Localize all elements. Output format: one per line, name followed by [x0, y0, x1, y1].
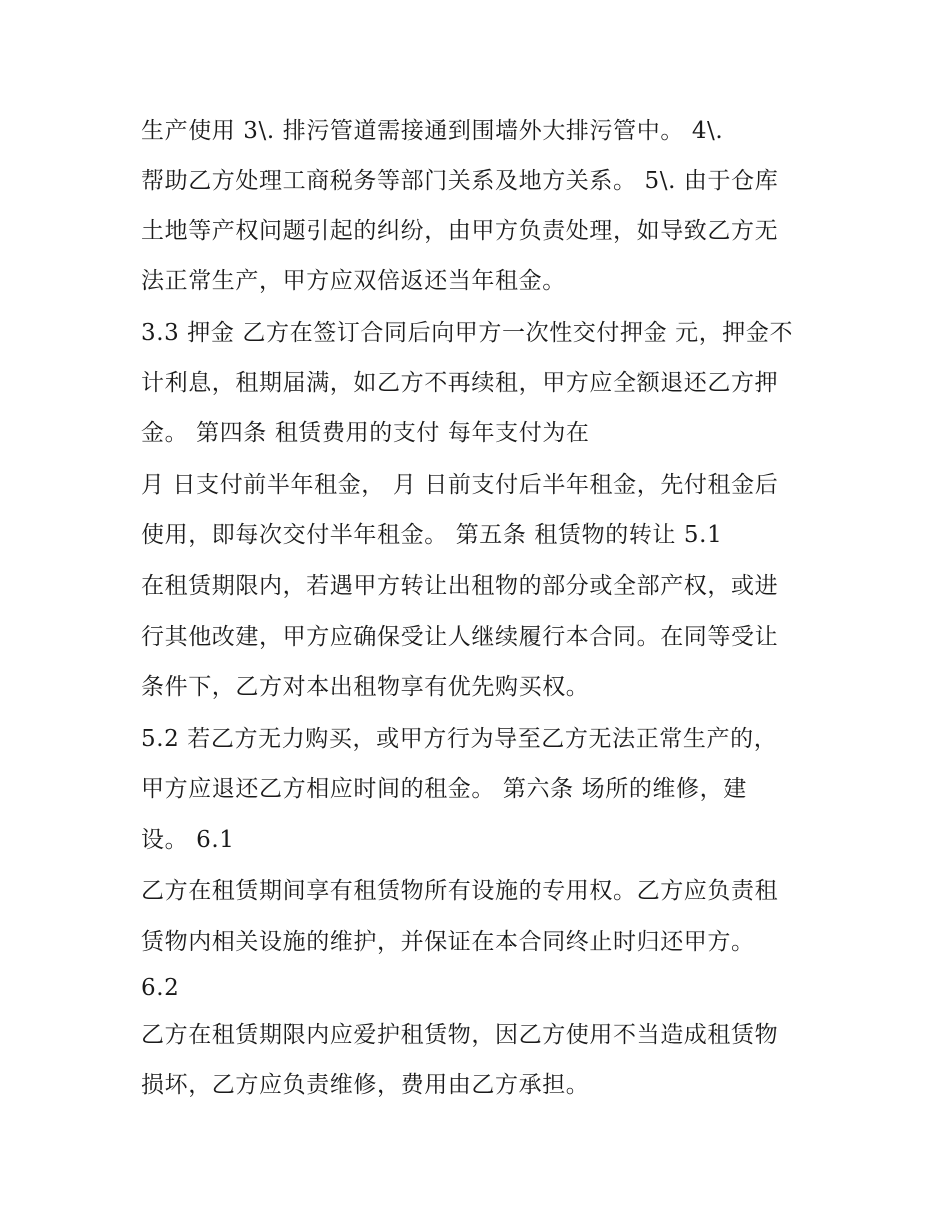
text-line-17: 赁物内相关设施的维护，并保证在本合同终止时归还甲方。 [141, 929, 755, 955]
text-line-20: 损坏，乙方应负责维修，费用由乙方承担。 [141, 1072, 590, 1098]
text-line-16: 乙方在租赁期间享有租赁物所有设施的专用权。乙方应负责租 [141, 878, 779, 904]
text-line-4: 法正常生产，甲方应双倍返还当年租金。 [141, 268, 566, 294]
text-line-6: 计利息，租期届满，如乙方不再续租，甲方应全额退还乙方押 [141, 370, 779, 396]
text-line-3: 土地等产权问题引起的纠纷，由甲方负责处理，如导致乙方无 [141, 218, 779, 244]
text-line-1: 生产使用 3\. 排污管道需接通到围墙外大排污管中。 4\. [141, 118, 724, 144]
text-line-15: 设。 6.1 [141, 827, 235, 853]
text-line-9: 使用，即每次交付半年租金。 第五条 租赁物的转让 5.1 [141, 522, 723, 548]
text-line-10: 在租赁期限内，若遇甲方转让出租物的部分或全部产权，或进 [141, 573, 779, 599]
text-line-11: 行其他改建，甲方应确保受让人继续履行本合同。在同等受让 [141, 624, 779, 650]
text-line-8: 月 日支付前半年租金， 月 日前支付后半年租金，先付租金后 [141, 472, 779, 498]
text-line-19: 乙方在租赁期限内应爱护租赁物，因乙方使用不当造成租赁物 [141, 1022, 779, 1048]
text-line-12: 条件下，乙方对本出租物享有优先购买权。 [141, 674, 590, 700]
text-line-18: 6.2 [141, 975, 180, 1001]
text-line-13: 5.2 若乙方无力购买，或甲方行为导至乙方无法正常生产的， [141, 726, 778, 752]
text-line-5: 3.3 押金 乙方在签订合同后向甲方一次性交付押金 元，押金不 [141, 320, 794, 346]
text-line-2: 帮助乙方处理工商税务等部门关系及地方关系。 5\. 由于仓库 [141, 168, 779, 194]
text-line-14: 甲方应退还乙方相应时间的租金。 第六条 场所的维修，建 [141, 776, 747, 802]
text-line-7: 金。 第四条 租赁费用的支付 每年支付为在 [141, 420, 590, 446]
